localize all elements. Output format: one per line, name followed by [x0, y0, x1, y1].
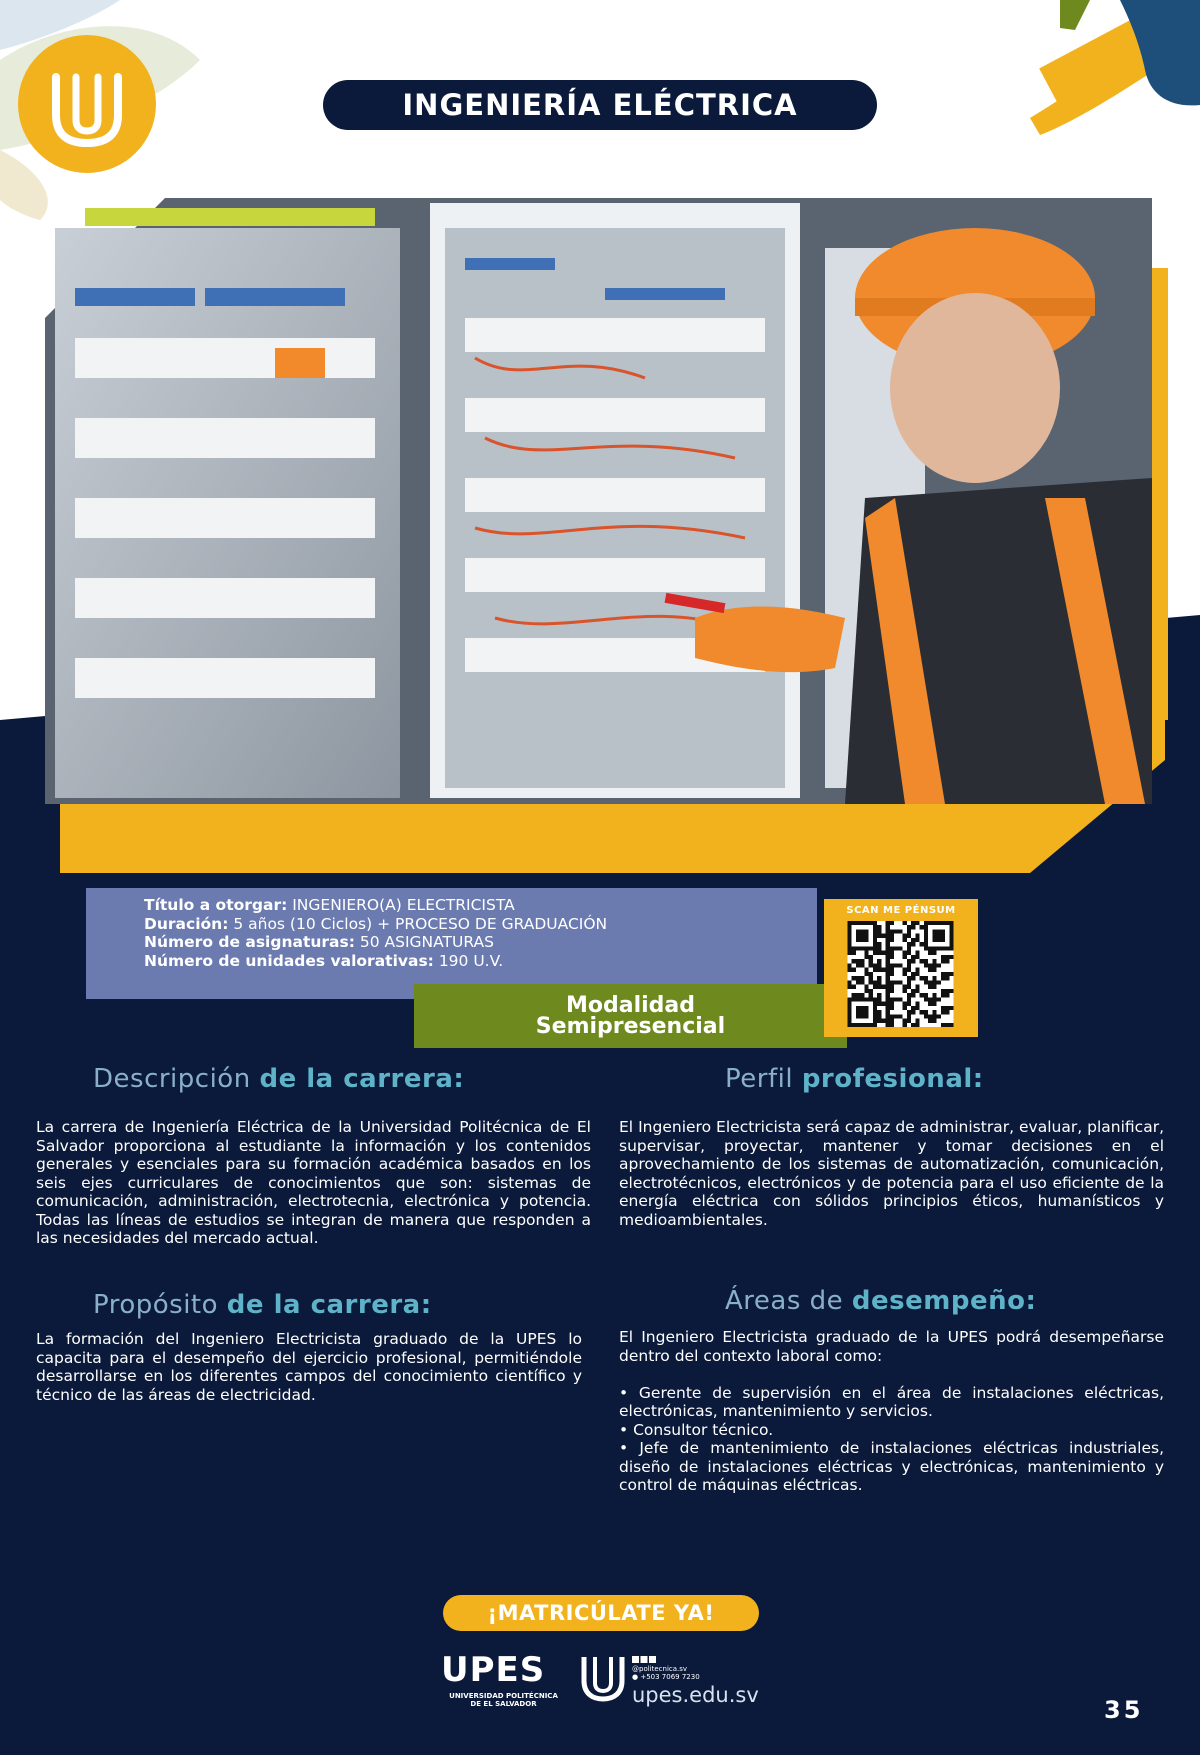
titulo-value: INGENIERO(A) ELECTRICISTA — [292, 896, 515, 914]
phone-number[interactable] — [632, 1673, 759, 1681]
uv-label: Número de unidades valorativas: — [144, 951, 434, 970]
areas-intro: El Ingeniero Electricista graduado de la UPES podrá desempeñarse dentro del contexto laboral como: — [619, 1328, 1164, 1365]
modalidad-line1: Modalidad — [565, 993, 696, 1018]
perfil-heading-bold: profesional: — [801, 1064, 984, 1094]
perfil-paragraph: El Ingeniero Electricista será capaz de administrar, evaluar, planificar, supervisar, proyectar, mantener y tomar decisiones en el aprovechamiento de los sistemas de automatización, comunicación, electrotécnicos, electrónicos y de potencia para el uso eficiente de la energía eléctrica con sólidos principios éticos, humanísticos y medioambientales. — [619, 1118, 1164, 1229]
areas-spacer — [619, 1365, 1164, 1384]
proposito-heading-light: Propósito — [93, 1290, 227, 1320]
qr-code-icon[interactable] — [841, 921, 960, 1027]
proposito-heading — [93, 1290, 432, 1320]
descripcion-heading — [93, 1064, 464, 1094]
social-media-icon — [632, 1656, 656, 1663]
modalidad-badge — [414, 984, 847, 1048]
asignaturas-value: 50 ASIGNATURAS — [359, 933, 494, 951]
asignaturas-row — [144, 933, 804, 952]
upes-logo — [18, 35, 156, 173]
qr-label: SCAN ME PÉNSUM — [846, 905, 956, 916]
areas-item-3: • Jefe de mantenimiento de instalaciones eléctricas industriales, diseño de instalaciones eléctricas y electrónicas, mantenimiento y control de máquinas eléctricas. — [619, 1439, 1164, 1494]
uv-value: 190 U.V. — [438, 951, 504, 970]
electrician-at-panel-photo — [45, 198, 1152, 804]
areas-heading-light: Áreas de — [725, 1286, 852, 1316]
whatsapp-icon: ● — [632, 1673, 639, 1681]
page-number: 35 — [1104, 1696, 1144, 1724]
areas-heading — [725, 1286, 1036, 1316]
phone-text: +503 7069 7230 — [640, 1673, 700, 1681]
descripcion-paragraph: La carrera de Ingeniería Eléctrica de la Universidad Politécnica de El Salvador proporciona al estudiante la información y los contenidos generales y esenciales para su formación académica basados en los seis ejes curriculares de conocimientos que son: sistemas de comunicación, administración, electrotecnia, electrónica y potencia. Todas las líneas de estudios se integran de manera que responden a las necesidades del mercado actual. — [36, 1118, 591, 1247]
titulo-label: Título a otorgar: — [144, 896, 288, 914]
descripcion-heading-light: Descripción — [93, 1064, 260, 1094]
info-lines — [144, 896, 804, 970]
upes-subtitle — [441, 1692, 566, 1708]
areas-item-1: • Gerente de supervisión en el área de instalaciones eléctricas, electrónicas, mantenimiento y servicios. — [619, 1383, 1164, 1420]
perfil-text — [619, 1118, 1164, 1229]
modalidad-line2: Semipresencial — [535, 1014, 726, 1039]
upes-subtitle-line2: DE EL SALVADOR — [470, 1700, 537, 1708]
upes-wordmark: UPES — [441, 1650, 546, 1690]
duracion-value: 5 años (10 Ciclos) + PROCESO DE GRADUACIÓN — [233, 914, 608, 933]
page-title: INGENIERÍA ELÉCTRICA — [323, 80, 877, 130]
matriculate-button[interactable]: ¡MATRICÚLATE YA! — [443, 1595, 759, 1631]
website-link[interactable]: upes.edu.sv — [632, 1683, 759, 1707]
social-handle[interactable]: @politecnica.sv — [632, 1665, 688, 1673]
duracion-label: Duración: — [144, 914, 229, 933]
duracion-row — [144, 915, 804, 934]
upes-u-mark-icon — [578, 1653, 628, 1703]
footer-contact — [632, 1656, 759, 1707]
proposito-text — [36, 1330, 582, 1404]
areas-heading-bold: desempeño: — [851, 1286, 1037, 1316]
perfil-heading-light: Perfil — [725, 1064, 802, 1094]
titulo-row — [144, 896, 804, 915]
descripcion-heading-bold: de la carrera: — [259, 1064, 465, 1094]
qr-pensum[interactable] — [824, 899, 978, 1037]
asignaturas-label: Número de asignaturas: — [144, 933, 355, 951]
proposito-heading-bold: de la carrera: — [226, 1290, 432, 1320]
descripcion-text — [36, 1118, 591, 1248]
perfil-heading — [725, 1064, 984, 1094]
footer-upes-logo — [441, 1650, 566, 1708]
areas-item-2: • Consultor técnico. — [619, 1420, 774, 1439]
upes-u-logo-icon — [18, 35, 156, 173]
social-icons — [632, 1656, 759, 1665]
proposito-paragraph: La formación del Ingeniero Electricista graduado de la UPES lo capacita para el desempeño del ejercicio profesional, permitiéndole desarrollarse en los diferentes campos del conocimiento científico y técnico de las áreas de electricidad. — [36, 1330, 582, 1404]
upes-subtitle-line1: UNIVERSIDAD POLITÉCNICA — [449, 1692, 558, 1700]
uv-row — [144, 952, 804, 971]
areas-text — [619, 1328, 1164, 1495]
